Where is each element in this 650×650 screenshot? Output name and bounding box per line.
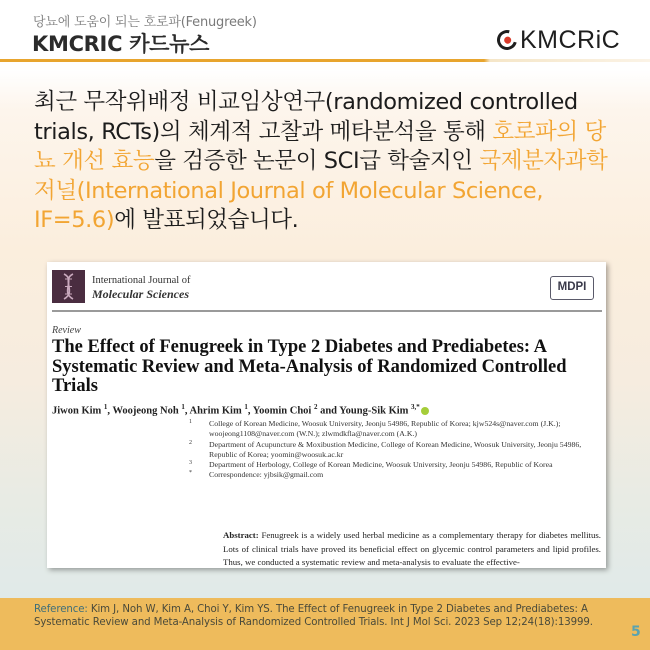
affiliation-text: College of Korean Medicine, Woosuk University, Jeonju 54986, Republic of Korea; kjw524s@naver.com (J.K.); woojeong1108@naver.com (W.N.); zlwmdkfla@naver.com (A.K.) (209, 419, 561, 439)
abstract-text: Fenugreek is a widely used herbal medicine as a complementary therapy for diabetes mellitus. Lots of clinical trials have proved its beneficial effect on glycemic control parameters and lipid profiles. Thus, we conducted a systematic review and meta-analysis to evaluate the effective- (223, 530, 602, 567)
author-name: Young-Sik Kim (339, 405, 409, 417)
affiliation-number: 3 (189, 460, 192, 467)
author-affiliation-mark: 2 (313, 403, 318, 411)
logo-text: KMCRiC (520, 25, 621, 54)
reference-label: Reference: (34, 604, 88, 615)
reference-footer (0, 598, 650, 650)
lead-text: 최근 무작위배정 비교임상연구(randomized controlled trials, RCTs)의 체계적 고찰과 메타분석을 통해 (34, 89, 578, 145)
affiliation-item (189, 419, 604, 440)
lead-highlight: 국제분자과학저널(International Journal of Molecular Science, IF=5.6) (34, 148, 608, 233)
affiliations (189, 419, 604, 481)
journal-divider (52, 310, 602, 312)
affiliation-number: 2 (189, 439, 192, 446)
page-title: KMCRIC 카드뉴스 (32, 32, 210, 56)
mdpi-logo: MDPI (550, 276, 594, 300)
affiliation-item (189, 460, 604, 470)
abstract (223, 529, 601, 568)
affiliation-text: Department of Herbology, College of Korean Medicine, Woosuk University, Jeonju 54986, Republic of Korea (209, 460, 553, 470)
author-name: Woojeong Noh (112, 405, 179, 417)
author-affiliation-mark: 1 (181, 403, 185, 411)
kmcric-logo-icon (493, 26, 520, 53)
affiliation-item (189, 470, 604, 480)
author-name: Yoomin Choi (252, 405, 312, 417)
paper-title: The Effect of Fenugreek in Type 2 Diabetes and Prediabetes: A Systematic Review and Meta-Analysis of Randomized Controlled Trials (52, 337, 567, 396)
orcid-icon (421, 407, 429, 415)
reference (34, 603, 624, 630)
reference-text: Kim J, Noh W, Kim A, Choi Y, Kim YS. The Effect of Fenugreek in Type 2 Diabetes and Prediabetes: A Systematic Review and Meta-Analysis of Randomized Controlled Trials. Int J Mol Sci. 2023 Sep 12;24(18):13999. (34, 604, 593, 629)
lead-highlight: 호로파의 당뇨 개선 효능 (34, 118, 606, 174)
lead-paragraph (34, 88, 624, 236)
series-subtitle: 당뇨에 도움이 되는 호로파(Fenugreek) (33, 15, 257, 30)
affiliation-number: * (189, 470, 192, 477)
affiliation-text: Correspondence: yjbsik@gmail.com (209, 470, 324, 480)
author-list: Jiwon Kim $^1$, Woojeong Noh $^1$, Ahrim Kim $^1$, Yoomin Choi $^2$ and Young-Sik Kim $^{3,*}$ (52, 403, 429, 417)
author-affiliation-mark: 1 (244, 403, 248, 411)
lead-text: 에 발표되었습니다. (114, 207, 299, 233)
author-name: Ahrim Kim (189, 405, 242, 417)
page-number: 5 (631, 624, 641, 640)
lead-text: 을 검증한 논문이 SCI급 학술지인 (154, 148, 480, 174)
journal-name-line1: International Journal of (92, 275, 191, 286)
paper-screenshot (47, 262, 606, 568)
abstract-label: Abstract: (223, 530, 259, 540)
dna-icon (52, 270, 85, 303)
kmcric-logo (497, 26, 620, 54)
article-type: Review (52, 325, 81, 336)
author-affiliation-mark: 1 (103, 403, 108, 411)
card-header (0, 0, 650, 62)
journal-name-line2: Molecular Sciences (92, 287, 189, 301)
affiliation-item (189, 440, 604, 461)
affiliation-number: 1 (189, 419, 192, 425)
header-divider (0, 59, 650, 62)
affiliation-text: Department of Acupuncture & Moxibustion Medicine, College of Korean Medicine, Woosuk University, Jeonju 54986, Republic of Korea; yoomin@woosuk.ac.kr (209, 439, 582, 459)
author-name: Jiwon Kim (52, 405, 102, 417)
author-affiliation-mark: 3,* (411, 403, 420, 411)
